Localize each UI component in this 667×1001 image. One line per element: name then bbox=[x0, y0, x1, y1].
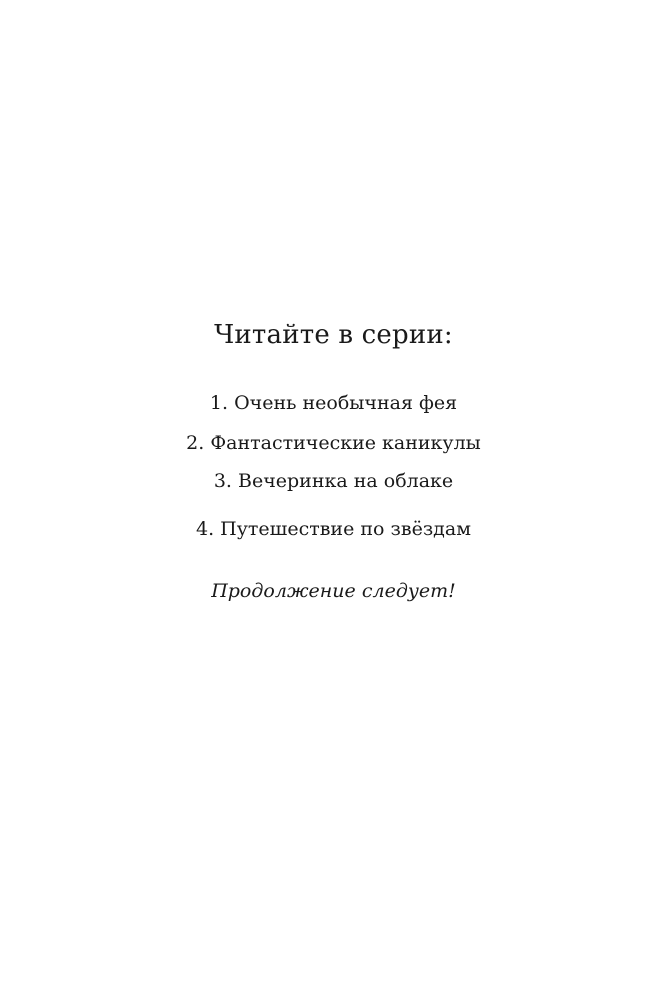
series-item-4: 4. Путешествие по звёздам bbox=[196, 518, 471, 540]
to-be-continued-note: Продолжение следует! bbox=[211, 580, 456, 602]
series-item-2: 2. Фантастические каникулы bbox=[186, 432, 481, 454]
series-item-1: 1. Очень необычная фея bbox=[209, 392, 458, 414]
series-item-3: 3. Вечеринка на облаке bbox=[213, 470, 454, 492]
series-heading: Читайте в серии: bbox=[214, 320, 453, 350]
